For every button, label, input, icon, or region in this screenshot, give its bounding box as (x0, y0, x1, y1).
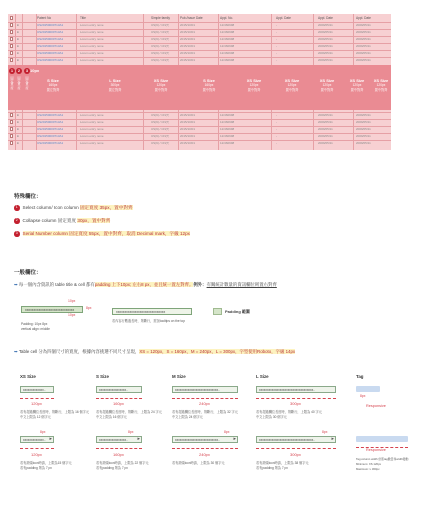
size-sample-cell: xxxxxxxxxxxxxxxxx.. (96, 386, 142, 393)
band-column-label (241, 78, 267, 93)
table-cell[interactable]: US20150000713A1 (37, 58, 64, 62)
general-line-2 (14, 349, 295, 355)
band-size-note: 置中對齊 (154, 88, 168, 92)
table-cell: - (276, 127, 277, 131)
band-number-badge: 3 (24, 68, 30, 74)
table-cell: 2015/10/01 (180, 134, 196, 138)
band-column-label (344, 78, 370, 93)
size-caption-2: 中文上限為 24 個字元 (172, 415, 203, 419)
width-dimension-label-2: 240px (199, 452, 210, 457)
table-cell: Lorem entry none (80, 30, 104, 34)
table-header-cell: Patent No (37, 16, 52, 20)
padding-dimension-label: 8px (40, 430, 46, 434)
table-cell: Lorem entry none (80, 23, 104, 27)
table-cell: 2015/10/01 (180, 58, 196, 62)
table-cell: 2015/10/01 (180, 120, 196, 124)
size-sample-cell-with-icon: xxxxxxxxxxxxx.. ▸ (20, 436, 54, 443)
band-number-badge: 2 (16, 68, 22, 74)
width-dimension-line (20, 398, 54, 399)
row-checkbox[interactable] (10, 30, 14, 34)
row-checkbox[interactable] (10, 134, 14, 138)
special-item-1-highlight: 固定寬度 35px，置中對齊 (79, 205, 133, 210)
table-cell[interactable]: US20150000713A1 (37, 134, 64, 138)
size-band (8, 65, 391, 110)
band-number-badge: 1 (9, 68, 15, 74)
band-first-width: 10px (30, 68, 40, 73)
table-cell: Lorem entry none (80, 44, 104, 48)
size-sample-cell-with-icon: xxxxxxxxxxxxxxxxx.. ▸ (96, 436, 142, 443)
band-size-px: 300px (110, 83, 120, 87)
table-cell: 2009/05/11 (318, 37, 333, 41)
table-cell: 2009/05/11 (356, 30, 371, 34)
demo-caption-1: Padding: 10px 8px (21, 322, 48, 326)
band-size-note: 置中對齊 (374, 88, 388, 92)
size-caption-1: 若有超過欄位長度時，則斷行，上限為 40 字元 (256, 410, 322, 414)
size-column-title: S Size (96, 374, 109, 379)
table-row-divider (8, 140, 391, 141)
arrow-right-icon: ➥ (14, 282, 18, 287)
band-column-label (314, 78, 340, 93)
size-sample-cell-with-icon: xxxxxxxxxxxxxxxxxxxxxxxxxxx.. ▸ (172, 436, 238, 443)
table-cell[interactable]: US20150000713A1 (37, 51, 64, 55)
row-checkbox[interactable] (10, 127, 14, 131)
table-cell: - (276, 113, 277, 117)
general-line-1-c: 有關統計數量的資訊欄位則置右對齊 (206, 282, 277, 287)
table-cell: 12/460998 (220, 51, 235, 55)
band-size-note: 置中對齊 (247, 88, 261, 92)
chevron-right-icon[interactable]: ▸ (137, 436, 140, 442)
table-cell: Lorem entry none (80, 51, 104, 55)
table-cell: Lorem entry none (80, 58, 104, 62)
icon-caption-2: 若有padding 則為 7 px (256, 466, 288, 470)
band-size-name: L Size (109, 78, 121, 83)
band-size-name: XS Size (319, 78, 335, 83)
band-size-px: 160px (48, 83, 58, 87)
tag-column-title: Tag (356, 374, 364, 379)
table-cell[interactable]: US20150000713A1 (37, 127, 64, 131)
icon-caption-1: 若有箭頭icon時請，上限為 30 個字元 (172, 461, 225, 465)
general-line-1 (14, 282, 277, 288)
special-item-3-text: Serial Number column 固定寬度 55px，置中對齊，取消 Decimal mark，字級 12px (22, 231, 190, 236)
table-cell: 12/460998 (220, 58, 235, 62)
band-size-name: XS Size (153, 78, 169, 83)
row-expand-icon[interactable]: ⊕ (16, 44, 20, 48)
general-line-2-a: Table cell 分為四個尺寸的寬度，根據內容挑選不同尺寸呈現， (18, 349, 140, 354)
icon-caption-1: 若有箭頭icon時請，上限為 22 個字元 (96, 461, 149, 465)
table-cell[interactable]: US20150000713A1 (37, 30, 64, 34)
demo-caption-2: vertical align: middle (21, 327, 50, 331)
row-checkbox[interactable] (10, 23, 14, 27)
band-size-name: XS Size (246, 78, 262, 83)
row-expand-icon[interactable]: ⊕ (16, 51, 20, 55)
table-cell: 2015/10/01 (180, 37, 196, 41)
table-cell: US(9) / CN(7) (151, 141, 170, 145)
band-size-px: 160px (204, 83, 214, 87)
table-row-divider (8, 29, 391, 30)
table-cell: 12/460998 (220, 127, 235, 131)
general-line-1-exception: 例外： (193, 282, 207, 287)
table-cell: 2009/05/11 (356, 113, 371, 117)
table-cell: 2009/05/11 (356, 37, 371, 41)
band-vertical-label: 固 定 寬 度 (25, 76, 29, 90)
table-row-divider (8, 112, 391, 113)
row-expand-icon[interactable]: ⊕ (16, 127, 20, 131)
band-size-name: XS Size (373, 78, 389, 83)
table-header-cell: Title (80, 16, 86, 20)
tag-gap-label: 8px (360, 394, 366, 398)
table-cell: US(9) / CN(7) (151, 30, 170, 34)
table-cell: 12/460998 (220, 37, 235, 41)
row-expand-icon[interactable]: ⊕ (16, 134, 20, 138)
table-cell: US(9) / CN(7) (151, 120, 170, 124)
special-item-1 (14, 205, 133, 211)
special-item-3 (14, 231, 190, 237)
icon-caption-1: 若有箭頭icon時請，上限為15 個字元 (20, 461, 72, 465)
table-row-divider (8, 57, 391, 58)
tag-sample (356, 386, 380, 392)
tag-responsive-label: Responsive (366, 404, 386, 408)
table-cell: 2009/05/11 (318, 23, 333, 27)
table-cell: Lorem entry none (80, 127, 104, 131)
table-cell: - (276, 51, 277, 55)
padding-dimension-label: 8px (322, 430, 328, 434)
band-size-note: 置中對齊 (202, 88, 216, 92)
tag-responsive-label-2: Responsive (366, 448, 386, 452)
band-size-name: XS Size (284, 78, 300, 83)
table-cell: 2009/05/11 (318, 51, 333, 55)
number-badge-2: 2 (15, 218, 18, 223)
table-cell: 2009/05/11 (356, 44, 371, 48)
table-cell: 2015/10/01 (180, 51, 196, 55)
table-cell: 2009/05/11 (356, 120, 371, 124)
table-cell: - (276, 23, 277, 27)
width-dimension-label-2: 120px (31, 452, 42, 457)
demo-bottom-10px: 10px (68, 313, 76, 317)
table-cell: 12/460998 (220, 134, 235, 138)
special-item-2-highlight: 30px，置中對齊 (77, 218, 111, 223)
table-cell[interactable]: US20150000713A1 (37, 113, 64, 117)
band-column-label (102, 78, 128, 93)
general-line-1-a: 每一個內含資訊的 table title & cell 都有 (18, 282, 95, 287)
row-expand-icon[interactable]: ⊕ (16, 23, 20, 27)
row-checkbox[interactable] (10, 51, 14, 55)
demo-side-8px: 8px (86, 306, 92, 310)
general-fields-title: 一般欄位： (14, 270, 42, 276)
width-dimension-label: 300px (290, 401, 301, 406)
width-dimension-line-2 (256, 448, 336, 449)
special-item-2 (14, 218, 110, 224)
table-header-cell: Appl. No. (220, 16, 234, 20)
width-dimension-label-2: 300px (290, 452, 301, 457)
size-caption-1: 若有超過欄位長度時，則斷行，上限為 24 字元 (96, 410, 162, 414)
table-row-divider (8, 22, 391, 23)
tag-caption-3: Maximum: L 300px (356, 467, 380, 471)
table-cell: US(9) / CN(7) (151, 23, 170, 27)
row-expand-icon[interactable]: ⊕ (16, 37, 20, 41)
table-header-cell: Simple family (151, 16, 170, 20)
table-cell[interactable]: US20150000713A1 (37, 23, 64, 27)
number-badge-3: 3 (15, 231, 18, 236)
table-cell: - (276, 141, 277, 145)
icon-caption-1: 若有箭頭icon時請，上限為 38 個字元 (256, 461, 309, 465)
table-cell: 2009/05/11 (318, 120, 333, 124)
table-row-divider (8, 36, 391, 37)
table-cell: Lorem entry none (80, 120, 104, 124)
table-cell[interactable]: US20150000713A1 (37, 120, 64, 124)
table-cell: 2009/05/11 (356, 134, 371, 138)
general-line-2-highlight: XS = 120px，S = 160px，M = 240px，L = 300px，字型使用Roboto，字級 14px (139, 349, 296, 354)
band-size-px: 120px (287, 83, 297, 87)
icon-caption-2: 若有padding 則為 7 px (20, 466, 52, 470)
table-cell: - (276, 30, 277, 34)
table-cell: 2015/10/01 (180, 23, 196, 27)
table-cell: 2009/05/11 (318, 141, 333, 145)
size-sample-cell-with-icon: xxxxxxxxxxxxxxxxxxxxxxxxxxxxxxxxxx.. ▸ (256, 436, 336, 443)
demo-caption-3: 若內容行數過長時，則斷行，需加tooltips on the top (112, 319, 185, 323)
size-column-title: M Size (172, 374, 186, 379)
special-item-1-text: Select column/ Icon column (22, 205, 80, 210)
size-column-title: L Size (256, 374, 269, 379)
table-cell[interactable]: US20150000713A1 (37, 37, 64, 41)
band-size-name: S Size (47, 78, 59, 83)
special-fields-title: 特殊欄位： (14, 194, 42, 200)
table-cell: 12/460998 (220, 44, 235, 48)
band-size-note: 置中對齊 (350, 88, 364, 92)
padding-dimension-label: 8px (128, 430, 134, 434)
row-checkbox[interactable] (10, 113, 14, 117)
row-checkbox[interactable] (10, 58, 14, 62)
width-dimension-label-2: 160px (113, 452, 124, 457)
table-cell: - (276, 120, 277, 124)
band-size-px: 120px (352, 83, 362, 87)
band-size-note: 置中對齊 (285, 88, 299, 92)
row-checkbox[interactable] (10, 44, 14, 48)
demo-top-10px: 10px (68, 299, 76, 303)
special-item-2-text: Collapse column 固定寬度 (22, 218, 78, 223)
table-header-cell: Appl. Date (318, 16, 333, 20)
table-cell: 2009/05/11 (318, 44, 333, 48)
header-checkbox[interactable] (10, 16, 14, 20)
tooltip-demo-cell: xxxxxxxxxxxxxxxxxxxxxxxxxxxxx (112, 308, 192, 315)
table-cell: 2015/10/01 (180, 30, 196, 34)
size-caption-2: 中文上限為 30 個字元 (256, 415, 287, 419)
table-cell: 2009/05/11 (356, 51, 371, 55)
table-cell: US(9) / CN(7) (151, 127, 170, 131)
row-checkbox[interactable] (10, 120, 14, 124)
band-size-name: XS Size (349, 78, 365, 83)
table-cell: US(9) / CN(7) (151, 44, 170, 48)
width-dimension-line (256, 398, 336, 399)
table-cell: 2015/10/01 (180, 113, 196, 117)
row-checkbox[interactable] (10, 141, 14, 145)
size-column-title: XS Size (20, 374, 36, 379)
table-cell: Lorem entry none (80, 113, 104, 117)
band-column-label (196, 78, 222, 93)
table-cell: 2009/05/11 (356, 127, 371, 131)
table-cell: US(9) / CN(7) (151, 51, 170, 55)
width-dimension-label: 240px (199, 401, 210, 406)
table-row-divider (8, 50, 391, 51)
table-cell: 12/460998 (220, 23, 235, 27)
band-size-note: 置左對齊 (108, 88, 122, 92)
tag-caption-2: Minimum: XS 120px (356, 462, 382, 466)
row-checkbox[interactable] (10, 37, 14, 41)
size-caption-1: 若有超過欄位長度時，則斷行，上限為 32 字元 (172, 410, 238, 414)
row-expand-icon[interactable]: ⊕ (16, 58, 20, 62)
table-cell: 2009/05/11 (318, 127, 333, 131)
size-caption-1: 若有超過欄位長度時，則斷行，上限為 16 個字元 (20, 410, 90, 414)
padding-swatch (213, 308, 222, 315)
band-size-name: S Size (203, 78, 215, 83)
table-row-divider (8, 126, 391, 127)
table-cell: 12/460998 (220, 141, 235, 145)
table-cell: 12/460998 (220, 120, 235, 124)
tag-sample-2 (356, 436, 408, 442)
table-cell: - (276, 37, 277, 41)
table-cell: - (276, 134, 277, 138)
row-expand-icon[interactable]: ⊕ (16, 120, 20, 124)
width-dimension-line (172, 398, 238, 399)
table-cell: - (276, 58, 277, 62)
arrow-right-icon-2: ➥ (14, 349, 18, 354)
width-dimension-label: 120px (31, 401, 42, 406)
table-cell: 2009/05/11 (318, 30, 333, 34)
table-row-divider (8, 119, 391, 120)
size-sample-cell: xxxxxxxxxxxxx.. (20, 386, 54, 393)
table-cell[interactable]: US20150000713A1 (37, 141, 64, 145)
table-cell: 2009/05/11 (318, 58, 333, 62)
band-size-px: 120px (156, 83, 166, 87)
band-column-label (368, 78, 394, 93)
table-header-cell: Pub./Issue Date (180, 16, 203, 20)
width-dimension-line-2 (20, 448, 54, 449)
band-size-note: 置中對齊 (320, 88, 334, 92)
width-dimension-line (96, 398, 142, 399)
tag-caption-1: Tag column width 依照tag數量和width變動 (356, 457, 409, 461)
table-cell: Lorem entry none (80, 134, 104, 138)
padding-dimension-label: 8px (224, 430, 230, 434)
width-dimension-line-2 (96, 448, 142, 449)
table-cell: Lorem entry none (80, 141, 104, 145)
chevron-right-icon[interactable]: ▸ (233, 436, 236, 442)
size-caption-2: 中文上限為 16 個字元 (96, 415, 127, 419)
chevron-right-icon[interactable]: ▸ (49, 436, 52, 442)
size-sample-cell: xxxxxxxxxxxxxxxxxxxxxxxxxxx.. (172, 386, 238, 393)
table-cell: US(9) / CN(7) (151, 134, 170, 138)
table-cell: 12/460998 (220, 113, 235, 117)
row-expand-icon[interactable]: ⊕ (16, 141, 20, 145)
padding-demo-cell: xxxxxxxxxxxxxxxxxxxxxxxxxxxxx (21, 306, 83, 313)
band-column-label (279, 78, 305, 93)
table-cell: 2015/10/01 (180, 44, 196, 48)
chevron-right-icon[interactable]: ▸ (331, 436, 334, 442)
table-header-cell: Appl. Date (276, 16, 291, 20)
table-cell: US(9) / CN(7) (151, 37, 170, 41)
table-cell: 2015/10/01 (180, 127, 196, 131)
band-vertical-label: 固 定 寬 度 (10, 76, 14, 90)
padding-legend-label: Padding 範圍 (225, 309, 250, 314)
band-column-label (148, 78, 174, 93)
size-sample-cell: xxxxxxxxxxxxxxxxxxxxxxxxxxxxxxxxxx.. (256, 386, 336, 393)
band-size-note: 置左對齊 (46, 88, 60, 92)
table-row-divider (8, 133, 391, 134)
table-cell: Lorem entry none (80, 37, 104, 41)
band-size-px: 120px (322, 83, 332, 87)
band-size-px: 120px (249, 83, 259, 87)
table-cell: US(9) / CN(7) (151, 113, 170, 117)
width-dimension-label: 160px (113, 401, 124, 406)
spec-table (8, 14, 391, 150)
number-badge-1: 1 (15, 205, 18, 210)
table-header-cell: Appl. Date (356, 16, 371, 20)
row-expand-icon[interactable]: ⊕ (16, 30, 20, 34)
band-column-label (40, 78, 66, 93)
table-cell: US(9) / CN(7) (151, 58, 170, 62)
table-cell: 2009/05/11 (318, 134, 333, 138)
table-cell: 2009/05/11 (356, 58, 371, 62)
table-row-divider (8, 43, 391, 44)
table-cell: - (276, 44, 277, 48)
icon-caption-2: 若有padding 則為 7 px (96, 466, 128, 470)
band-vertical-label: 固 定 寬 度 (17, 76, 21, 90)
table-cell: 12/460998 (220, 30, 235, 34)
table-cell[interactable]: US20150000713A1 (37, 44, 64, 48)
table-cell: 2009/05/11 (318, 113, 333, 117)
table-cell: 2015/10/01 (180, 141, 196, 145)
band-size-px: 120px (376, 83, 386, 87)
size-caption-2: 中文上限為 12 個字元 (20, 415, 51, 419)
general-line-1-highlight: padding 上下10px; 左右8 px，並且統一置左對齊。 (94, 282, 194, 287)
row-expand-icon[interactable]: ⊕ (16, 113, 20, 117)
width-dimension-line-2 (172, 448, 238, 449)
table-cell: 2009/05/11 (356, 141, 371, 145)
table-cell: 2009/05/11 (356, 23, 371, 27)
